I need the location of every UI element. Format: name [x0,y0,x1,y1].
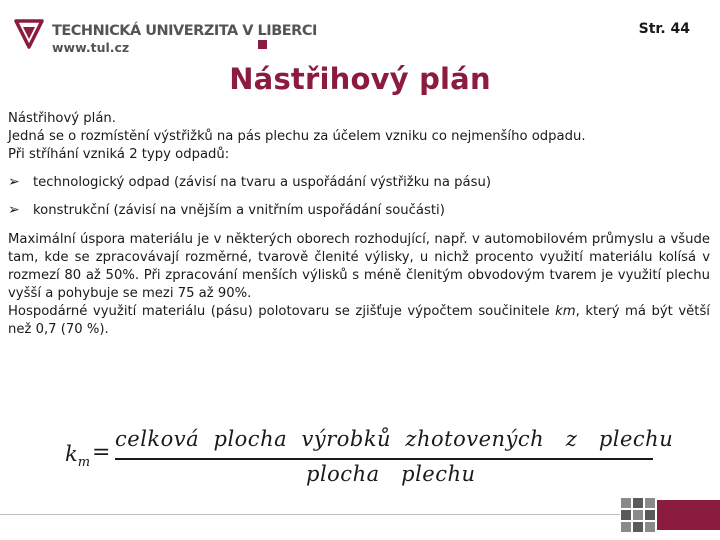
paragraph-savings: Maximální úspora materiálu je v některých oborech rozhodující, např. v automobilovém průmyslu a všude tam, kde se zpracovávají rozměrné, tvarově členité výlisky, u nichž procento využití materiálu kolísá v rozmezí 80 až 50%. Při zpracování menších výlisků s méně členitým obvodovým tvarem je využití plechu vyšší a pohybuje se mezi 75 až 90%. [8,232,710,301]
utilization-formula [60,422,674,492]
bullet-desc: (závisí na vnějším a vnitřním uspořádání součásti) [109,203,445,218]
section-heading: Nástřihový plán. [8,111,116,126]
slide-content [8,110,710,339]
bullet-term: konstrukční [33,203,110,218]
arrow-bullet-icon: ➢ [8,174,20,190]
coefficient-term: součinitele [478,304,550,319]
formula-equals: = [92,440,111,465]
university-url[interactable]: www.tul.cz [52,40,130,55]
coefficient-variable: km [555,304,576,319]
logo-accent-square [258,40,267,49]
formula-lhs: $k_m$ [65,442,91,471]
university-name: TECHNICKÁ UNIVERZITA V LIBERCI [52,23,317,39]
page-title: Nástřihový plán [229,62,491,96]
fraction-line [115,458,653,460]
university-logo [14,19,317,55]
footer-accent-block [657,500,720,530]
paragraph-coefficient: Hospodárné využití materiálu (pásu) polotovaru se zjišťuje výpočtem součinitele km, který má být větší než 0,7 (70 %). [8,304,710,337]
list-item [8,173,710,192]
bullet-desc: (závisí na tvaru a uspořádání výstřižku na pásu) [169,175,491,190]
bullet-term: technologický odpad [33,175,170,190]
list-item [8,201,710,220]
intro-text: Jedná se o rozmístění výstřižků na pás plechu za účelem vzniku co nejmenšího odpadu. [8,129,586,144]
page-number: Str. 44 [638,21,690,37]
footer-divider [0,514,620,515]
types-intro: Při stříhání vzniká 2 typy odpadů: [8,147,230,162]
grid-icon [621,498,655,532]
tul-emblem-icon [14,19,44,49]
formula-numerator: celková plocha výrobků zhotovených z plechu [115,427,674,451]
arrow-bullet-icon: ➢ [8,202,20,218]
formula-denominator: plocha plechu [306,462,476,486]
